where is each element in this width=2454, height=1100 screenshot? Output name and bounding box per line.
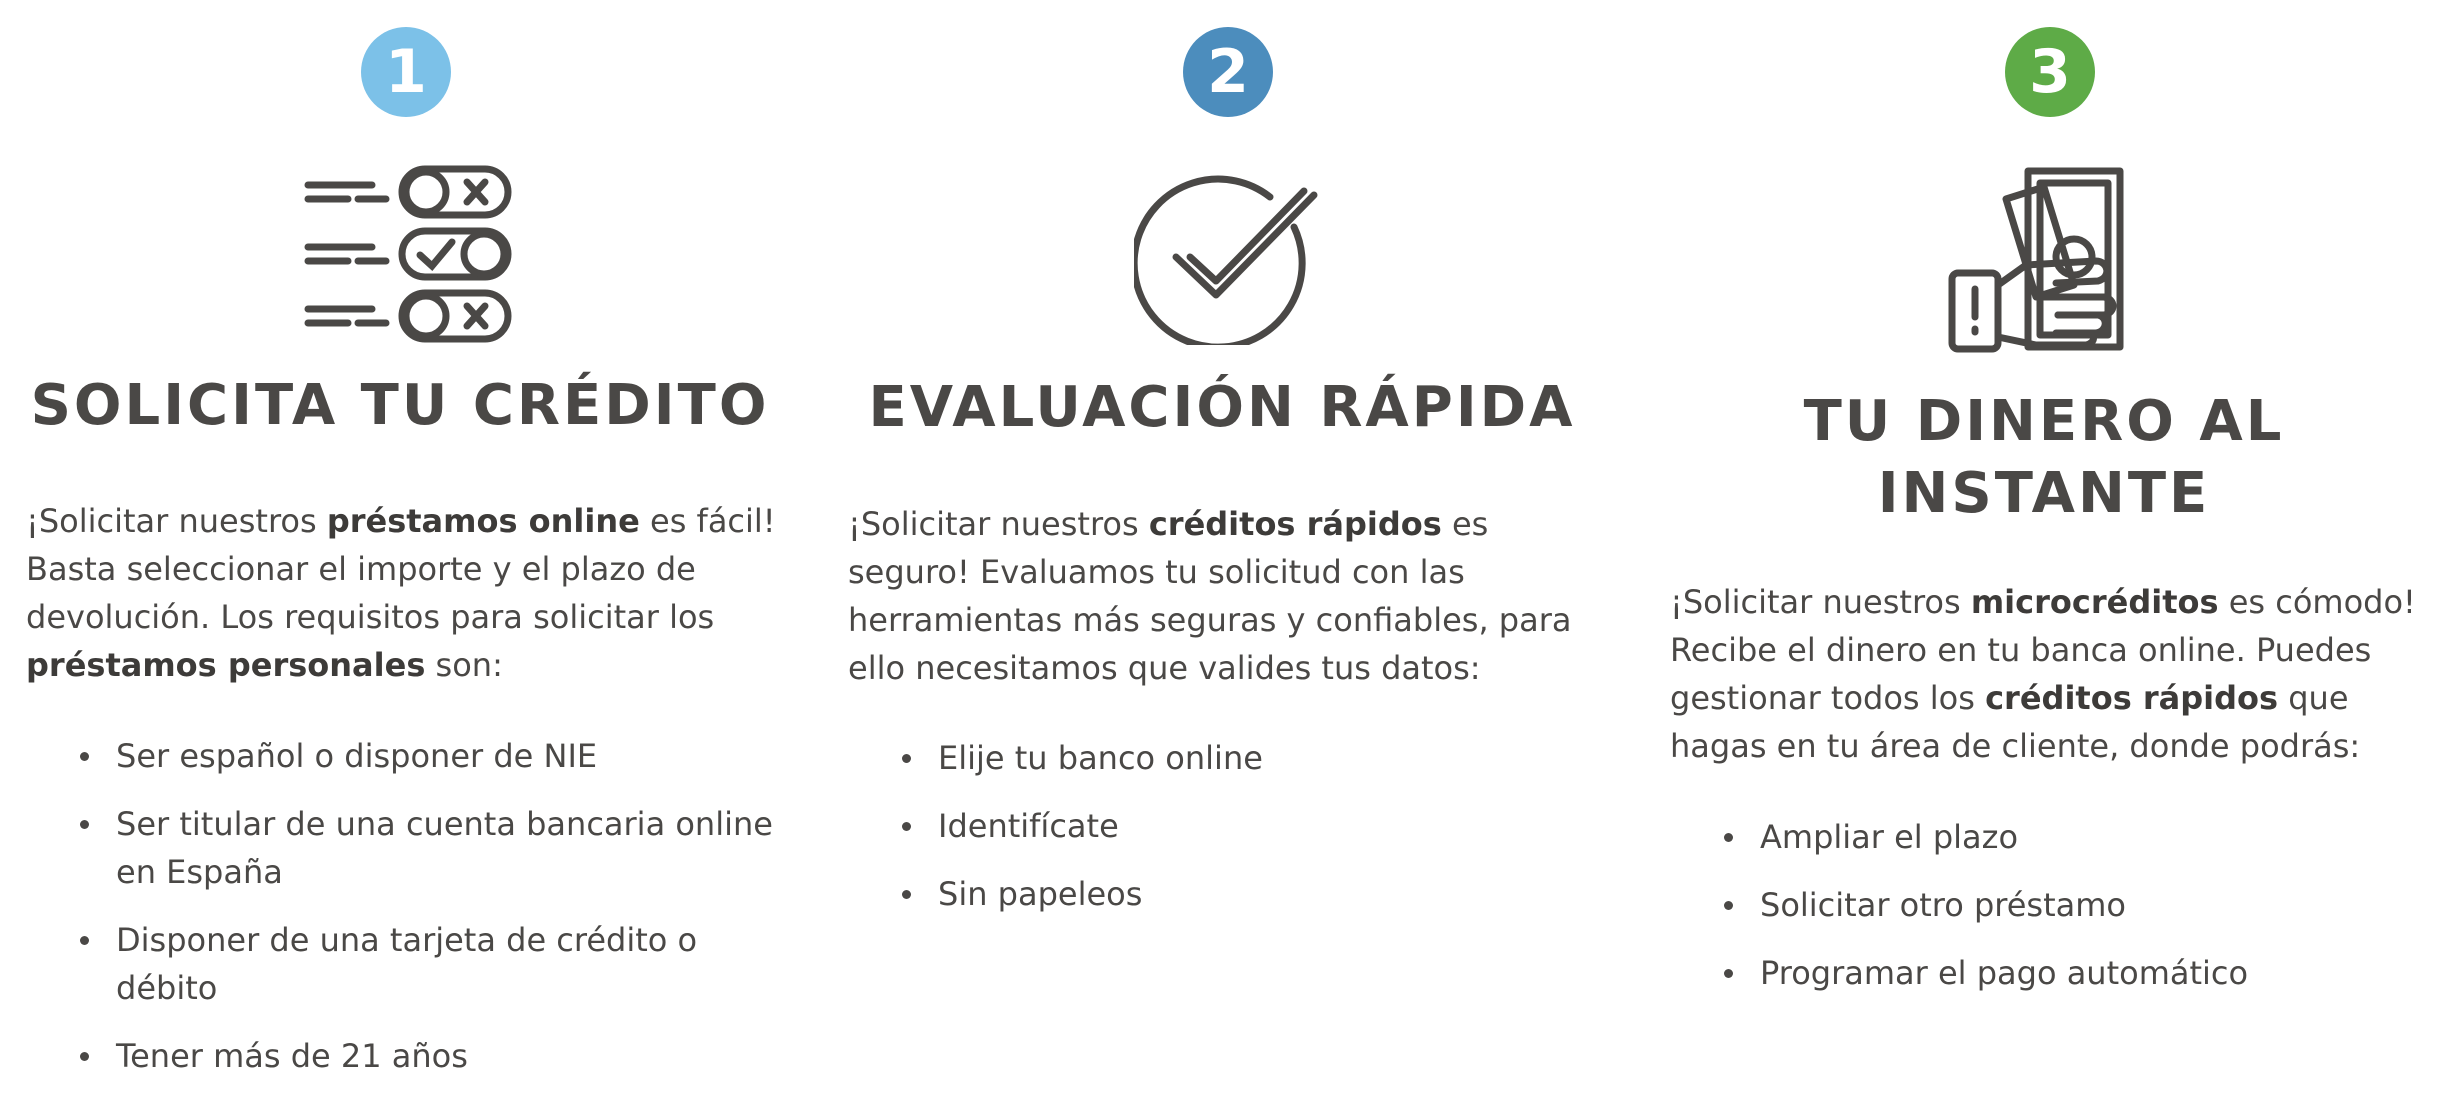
step-number-badge: 2 bbox=[1183, 27, 1273, 117]
link-microcreditos: microcréditos bbox=[1970, 583, 2219, 621]
hand-money-icon bbox=[1946, 165, 2156, 355]
link-creditos-rapidos: créditos rápidos bbox=[1985, 679, 2279, 717]
step-evaluacion bbox=[822, 0, 1622, 1070]
link-prestamos-personales: préstamos personales bbox=[26, 646, 426, 684]
list-item: Elije tu banco online bbox=[938, 734, 1608, 782]
list-item: Ser español o disponer de NIE bbox=[116, 732, 786, 780]
list-item: Identifícate bbox=[938, 802, 1608, 850]
step-description: ¡Solicitar nuestros préstamos online es fácil! Basta seleccionar el importe y el plazo de devolución. Los requisitos para solicitar los préstamos personales son: bbox=[26, 502, 776, 684]
list-item: Sin papeleos bbox=[938, 870, 1608, 918]
link-prestamos-online: préstamos online bbox=[326, 502, 640, 540]
step-title: EVALUACIÓN RÁPIDA bbox=[868, 375, 1576, 440]
list-item: Ser titular de una cuenta bancaria online en España bbox=[116, 800, 786, 896]
step-solicita bbox=[0, 0, 800, 1075]
step-description: ¡Solicitar nuestros créditos rápidos es seguro! Evaluamos tu solicitud con las herramientas más seguras y confiables, para ello necesitamos que valides tus datos: bbox=[848, 505, 1572, 687]
check-circle-icon bbox=[1134, 165, 1324, 345]
features-list bbox=[1670, 813, 2430, 1017]
requirements-list bbox=[26, 732, 786, 1100]
link-creditos-rapidos: créditos rápidos bbox=[1148, 505, 1442, 543]
step-description: ¡Solicitar nuestros microcréditos es cómodo! Recibe el dinero en tu banca online. Puedes gestionar todos los créditos rápidos que hagas en tu área de cliente, donde podrás: bbox=[1670, 583, 2416, 765]
step-dinero bbox=[1644, 0, 2444, 1070]
list-item: Solicitar otro préstamo bbox=[1760, 881, 2430, 929]
list-item: Tener más de 21 años bbox=[116, 1032, 786, 1080]
list-item: Disponer de una tarjeta de crédito o débito bbox=[116, 916, 786, 1012]
step-number-badge: 1 bbox=[361, 27, 451, 117]
step-title: SOLICITA TU CRÉDITO bbox=[30, 373, 770, 438]
toggle-switches-icon bbox=[302, 165, 512, 345]
step-title: TU DINERO AL INSTANTE bbox=[1803, 389, 2285, 526]
list-item: Programar el pago automático bbox=[1760, 949, 2430, 997]
steps-list bbox=[848, 734, 1608, 938]
step-number-badge: 3 bbox=[2005, 27, 2095, 117]
list-item: Ampliar el plazo bbox=[1760, 813, 2430, 861]
